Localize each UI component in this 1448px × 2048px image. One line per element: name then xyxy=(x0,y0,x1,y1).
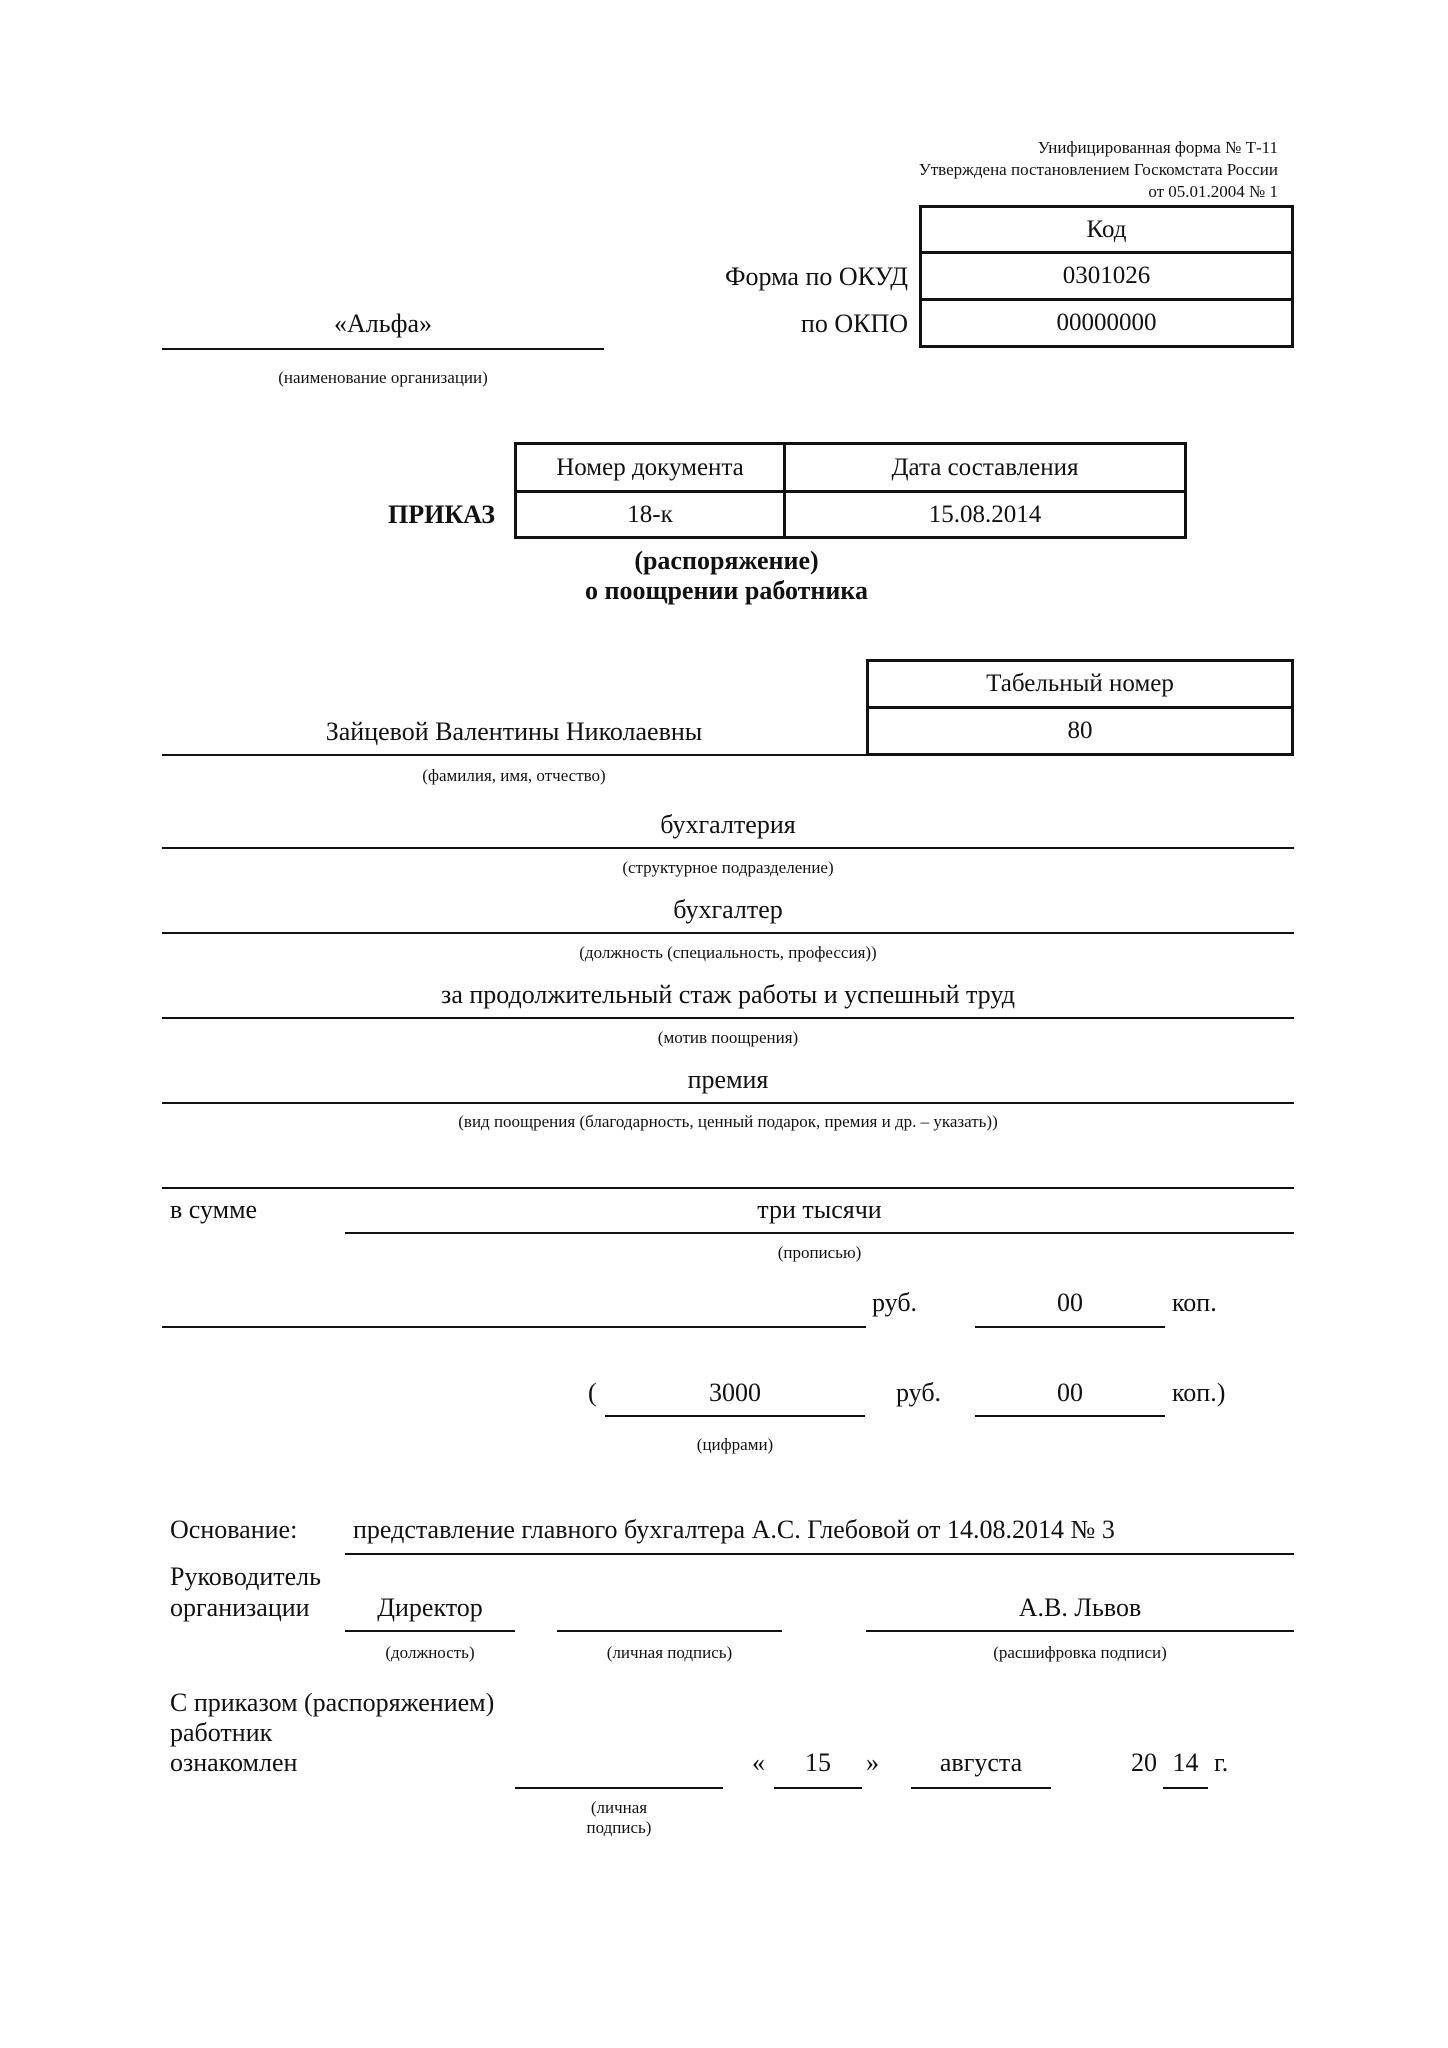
position-value: бухгалтер xyxy=(673,895,783,924)
organization-underline xyxy=(162,348,604,350)
digits-kop-underline xyxy=(975,1415,1165,1417)
head-position: Директор xyxy=(377,1593,483,1622)
reward-kind-caption: (вид поощрения (благодарность, ценный подарок, премия и др. – указать)) xyxy=(458,1112,998,1131)
form-header-line2: Утверждена постановлением Госкомстата России xyxy=(918,160,1278,179)
ack-label-3: ознакомлен xyxy=(170,1748,298,1777)
position-caption: (должность (специальность, профессия)) xyxy=(579,943,877,962)
ack-quote-close: » xyxy=(866,1748,879,1777)
ack-year-suffix: 14 xyxy=(1172,1748,1199,1777)
okpo-label: по ОКПО xyxy=(800,309,908,338)
head-position-underline xyxy=(345,1630,515,1632)
amount-words-continuation-line xyxy=(162,1326,866,1328)
reward-kind-underline xyxy=(162,1102,1294,1104)
doc-number-value: 18-к xyxy=(516,492,785,538)
basis-underline xyxy=(345,1553,1294,1555)
ack-quote-open: « xyxy=(752,1748,765,1777)
amount-rub-label: руб. xyxy=(872,1288,918,1317)
amount-top-line xyxy=(162,1187,1294,1189)
digits-kop-value: 00 xyxy=(1057,1378,1083,1407)
amount-words-caption: (прописью) xyxy=(777,1243,862,1262)
ack-day-underline xyxy=(774,1787,862,1789)
digits-open-paren: ( xyxy=(588,1378,597,1407)
amount-kop-underline xyxy=(975,1326,1165,1328)
basis-value: представление главного бухгалтера А.С. Глебовой от 14.08.2014 № 3 xyxy=(353,1515,1115,1544)
doc-number-header: Номер документа xyxy=(516,444,785,492)
ack-year-prefix: 20 xyxy=(1131,1748,1157,1777)
okpo-value: 00000000 xyxy=(921,300,1293,347)
head-decode-caption: (расшифровка подписи) xyxy=(993,1643,1167,1662)
amount-label: в сумме xyxy=(170,1195,258,1224)
amount-words-underline xyxy=(345,1232,1294,1234)
ack-year-label: г. xyxy=(1214,1748,1229,1777)
employee-name-caption: (фамилия, имя, отчество) xyxy=(422,766,606,785)
amount-kop-value: 00 xyxy=(1057,1288,1083,1317)
employee-name: Зайцевой Валентины Николаевны xyxy=(325,717,703,746)
basis-label: Основание: xyxy=(170,1515,298,1544)
okud-value: 0301026 xyxy=(921,253,1293,300)
tab-number-table xyxy=(866,659,1294,756)
tab-number-header: Табельный номер xyxy=(868,661,1293,708)
reward-kind: премия xyxy=(687,1065,769,1094)
order-subtitle-1: (распоряжение) xyxy=(634,546,819,575)
organization-name: «Альфа» xyxy=(334,309,432,338)
ack-day: 15 xyxy=(805,1748,831,1777)
amount-digits-underline xyxy=(605,1415,865,1417)
department-underline xyxy=(162,847,1294,849)
okud-label: Форма по ОКУД xyxy=(725,262,908,291)
doc-date-value: 15.08.2014 xyxy=(785,492,1186,538)
ack-label-1: С приказом (распоряжением) xyxy=(170,1688,495,1717)
amount-words: три тысячи xyxy=(757,1195,882,1224)
digits-rub-label: руб. xyxy=(896,1378,942,1407)
employee-name-underline xyxy=(162,754,868,756)
head-label-2: организации xyxy=(170,1593,310,1622)
position-underline xyxy=(162,932,1294,934)
department-caption: (структурное подразделение) xyxy=(622,858,834,877)
tab-number-value: 80 xyxy=(868,708,1293,755)
reward-motive: за продолжительный стаж работы и успешный труд xyxy=(441,980,1015,1009)
form-header-line3: от 05.01.2004 № 1 xyxy=(1148,182,1278,201)
ack-signature-caption-1: (личная xyxy=(590,1798,648,1817)
ack-year-underline xyxy=(1163,1787,1208,1789)
head-signature-underline xyxy=(557,1630,782,1632)
codes-table xyxy=(919,205,1294,348)
head-signature-name: А.В. Львов xyxy=(1018,1593,1142,1622)
head-signature-caption: (личная подпись) xyxy=(606,1643,733,1662)
digits-kop-label: коп.) xyxy=(1172,1378,1226,1407)
form-header-line1: Унифицированная форма № Т-11 xyxy=(1037,138,1278,157)
organization-caption: (наименование организации) xyxy=(278,368,488,387)
ack-signature-caption-2: подпись) xyxy=(586,1818,652,1837)
doc-date-header: Дата составления xyxy=(785,444,1186,492)
document-table xyxy=(514,442,1187,539)
head-name-underline xyxy=(866,1630,1294,1632)
head-position-caption: (должность) xyxy=(385,1643,475,1662)
head-label-1: Руководитель xyxy=(170,1562,321,1591)
reward-motive-underline xyxy=(162,1017,1294,1019)
ack-month: августа xyxy=(939,1748,1023,1777)
code-header: Код xyxy=(921,207,1293,253)
order-subtitle-2: о поощрении работника xyxy=(585,576,868,605)
amount-kop-label: коп. xyxy=(1172,1288,1217,1317)
ack-month-underline xyxy=(911,1787,1051,1789)
order-title: ПРИКАЗ xyxy=(388,500,496,529)
department-value: бухгалтерия xyxy=(660,810,796,839)
ack-label-2: работник xyxy=(170,1718,273,1747)
amount-digits-caption: (цифрами) xyxy=(696,1435,774,1454)
reward-motive-caption: (мотив поощрения) xyxy=(657,1028,799,1047)
amount-digits: 3000 xyxy=(709,1378,761,1407)
ack-signature-underline xyxy=(515,1787,723,1789)
